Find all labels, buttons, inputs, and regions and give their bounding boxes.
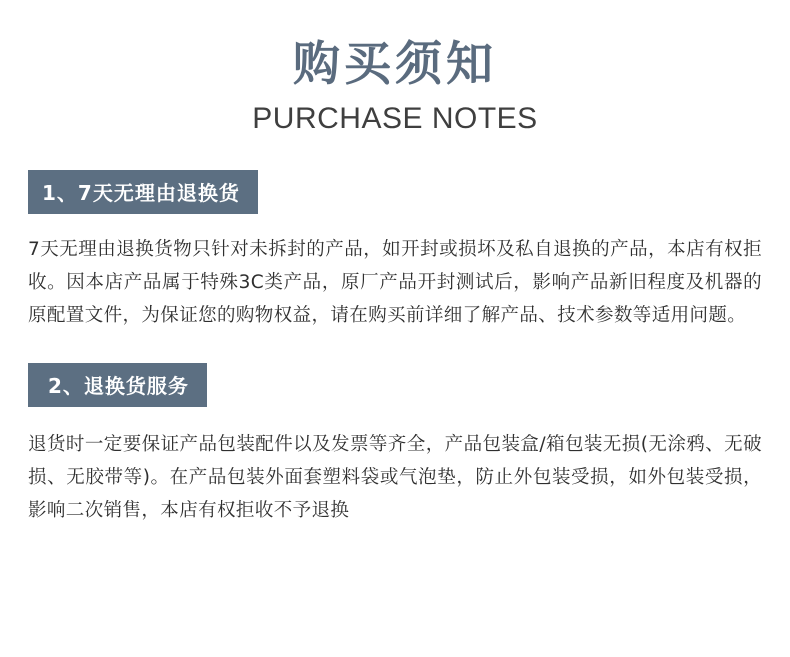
- section-return-service: [0, 363, 790, 528]
- page-title-cn: 购买须知: [293, 37, 497, 92]
- section-body-1: 7天无理由退换货物只针对未拆封的产品，如开封或损坏及私自退换的产品，本店有权拒收。因本店产品属于特殊3C类产品，原厂产品开封测试后，影响产品新旧程度及机器的原配置文件，为保证您的购物权益，请在购买前详细了解产品、技术参数等适用问题。: [28, 239, 762, 326]
- section-return-policy: [0, 170, 790, 333]
- section-body-2: 退货时一定要保证产品包装配件以及发票等齐全，产品包装盒/箱包装无损(无涂鸦、无破损、无胶带等)。在产品包装外面套塑料袋或气泡垫，防止外包装受损，如外包装受损，影响二次销售，本店有权拒收不予退换: [28, 433, 762, 521]
- section-heading-2: 2、退换货服务: [28, 363, 207, 407]
- page-header: [0, 0, 790, 136]
- section-heading-1: 1、7天无理由退换货: [28, 170, 258, 214]
- page-title-en: PURCHASE NOTES: [252, 102, 538, 136]
